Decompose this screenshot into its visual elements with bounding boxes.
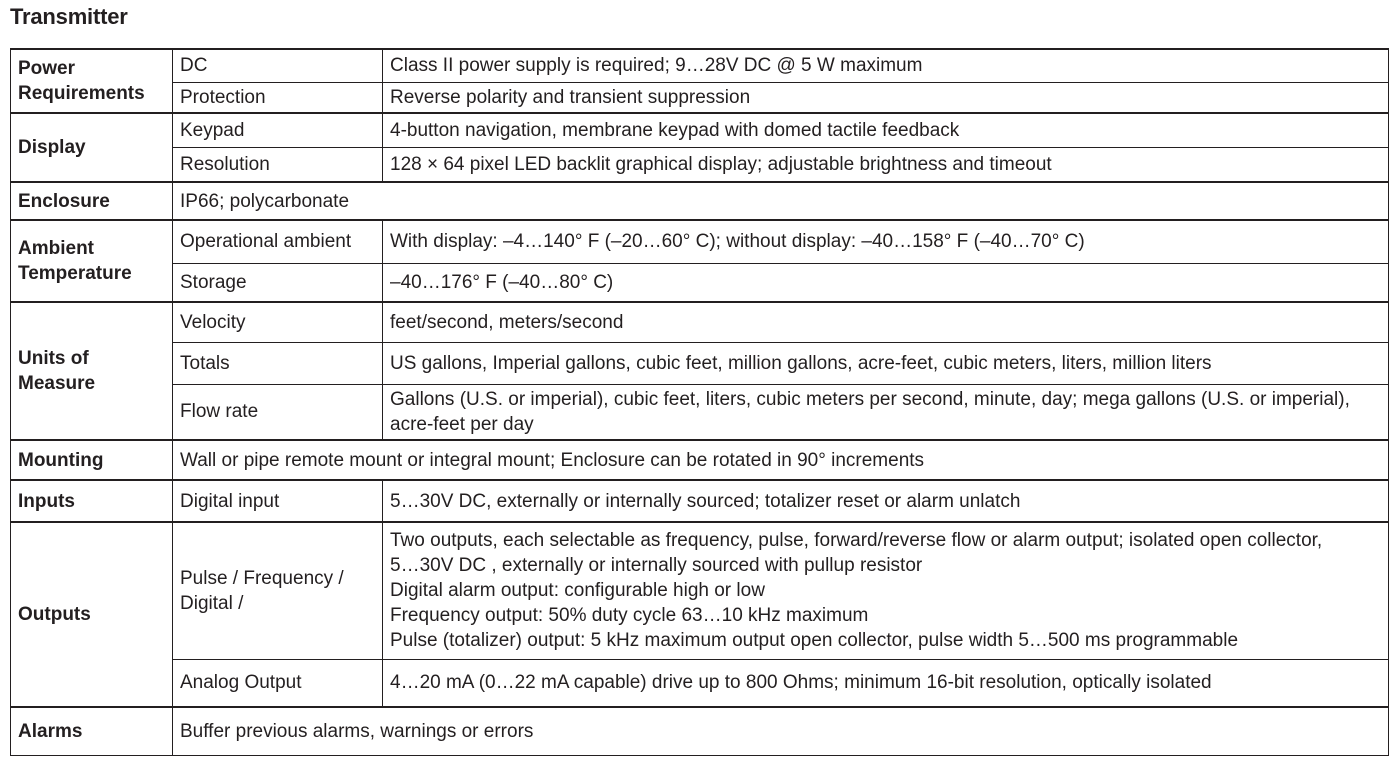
value-enclosure: IP66; polycarbonate bbox=[173, 182, 1389, 220]
value-digital-input: 5…30V DC, externally or internally sourced; totalizer reset or alarm unlatch bbox=[383, 480, 1389, 522]
value-totals: US gallons, Imperial gallons, cubic feet, million gallons, acre-feet, cubic meters, liters, million liters bbox=[383, 342, 1389, 384]
category-label-line1: Units of bbox=[18, 348, 89, 369]
spec-table bbox=[10, 48, 1389, 756]
category-enclosure: Enclosure bbox=[11, 182, 173, 220]
value-keypad: 4-button navigation, membrane keypad with domed tactile feedback bbox=[383, 113, 1389, 147]
sub-label-protection: Protection bbox=[173, 82, 383, 113]
category-mounting: Mounting bbox=[11, 440, 173, 480]
value-line: Two outputs, each selectable as frequency, pulse, forward/reverse flow or alarm output; isolated open collector, bbox=[390, 530, 1323, 552]
sub-label-line: Pulse / Frequency / bbox=[180, 567, 344, 589]
value-resolution: 128 × 64 pixel LED backlit graphical display; adjustable brightness and timeout bbox=[383, 147, 1389, 182]
category-label-line2: Measure bbox=[18, 373, 96, 394]
category-power-requirements bbox=[11, 49, 173, 113]
sub-label-resolution: Resolution bbox=[173, 147, 383, 182]
value-line: acre-feet per day bbox=[390, 413, 534, 435]
category-ambient-temperature bbox=[11, 220, 173, 302]
sub-label-totals: Totals bbox=[173, 342, 383, 384]
value-pulse-frequency-digital bbox=[383, 522, 1389, 659]
value-line: Digital alarm output: configurable high or low bbox=[390, 580, 765, 602]
sub-label-storage: Storage bbox=[173, 263, 383, 302]
sub-label-dc: DC bbox=[173, 49, 383, 82]
value-velocity: feet/second, meters/second bbox=[383, 302, 1389, 342]
value-operational-ambient: With display: –4…140° F (–20…60° C); without display: –40…158° F (–40…70° C) bbox=[383, 220, 1389, 263]
category-units-of-measure bbox=[11, 302, 173, 440]
category-label: Power Requirements bbox=[18, 58, 145, 104]
sub-label-keypad: Keypad bbox=[173, 113, 383, 147]
value-protection: Reverse polarity and transient suppression bbox=[383, 82, 1389, 113]
sub-label-pulse-frequency-digital bbox=[173, 522, 383, 659]
category-alarms: Alarms bbox=[11, 707, 173, 755]
sub-label-analog-output: Analog Output bbox=[173, 659, 383, 707]
value-line: Pulse (totalizer) output: 5 kHz maximum output open collector, pulse width 5…500 ms programmable bbox=[390, 630, 1239, 652]
value-flow-rate bbox=[383, 384, 1389, 440]
section-title: Transmitter bbox=[10, 4, 128, 29]
category-label: Ambient Temperature bbox=[18, 238, 132, 284]
category-inputs: Inputs bbox=[11, 480, 173, 522]
sub-label-velocity: Velocity bbox=[173, 302, 383, 342]
sub-label-digital-input: Digital input bbox=[173, 480, 383, 522]
category-display: Display bbox=[11, 113, 173, 182]
value-line: Frequency output: 50% duty cycle 63…10 kHz maximum bbox=[390, 605, 869, 627]
category-outputs: Outputs bbox=[11, 522, 173, 707]
value-analog-output: 4…20 mA (0…22 mA capable) drive up to 800 Ohms; minimum 16-bit resolution, optically isolated bbox=[383, 659, 1389, 707]
value-mounting: Wall or pipe remote mount or integral mount; Enclosure can be rotated in 90° increments bbox=[173, 440, 1389, 480]
value-line: Gallons (U.S. or imperial), cubic feet, liters, cubic meters per second, minute, day; mega gallons (U.S. or imperial), bbox=[390, 388, 1350, 410]
value-line: 5…30V DC , externally or internally sourced with pullup resistor bbox=[390, 555, 923, 577]
sub-label-flow-rate: Flow rate bbox=[173, 384, 383, 440]
sub-label-line: Digital / bbox=[180, 592, 244, 614]
sub-label-operational-ambient: Operational ambient bbox=[173, 220, 383, 263]
value-storage: –40…176° F (–40…80° C) bbox=[383, 263, 1389, 302]
value-dc: Class II power supply is required; 9…28V DC @ 5 W maximum bbox=[383, 49, 1389, 82]
value-alarms: Buffer previous alarms, warnings or errors bbox=[173, 707, 1389, 755]
